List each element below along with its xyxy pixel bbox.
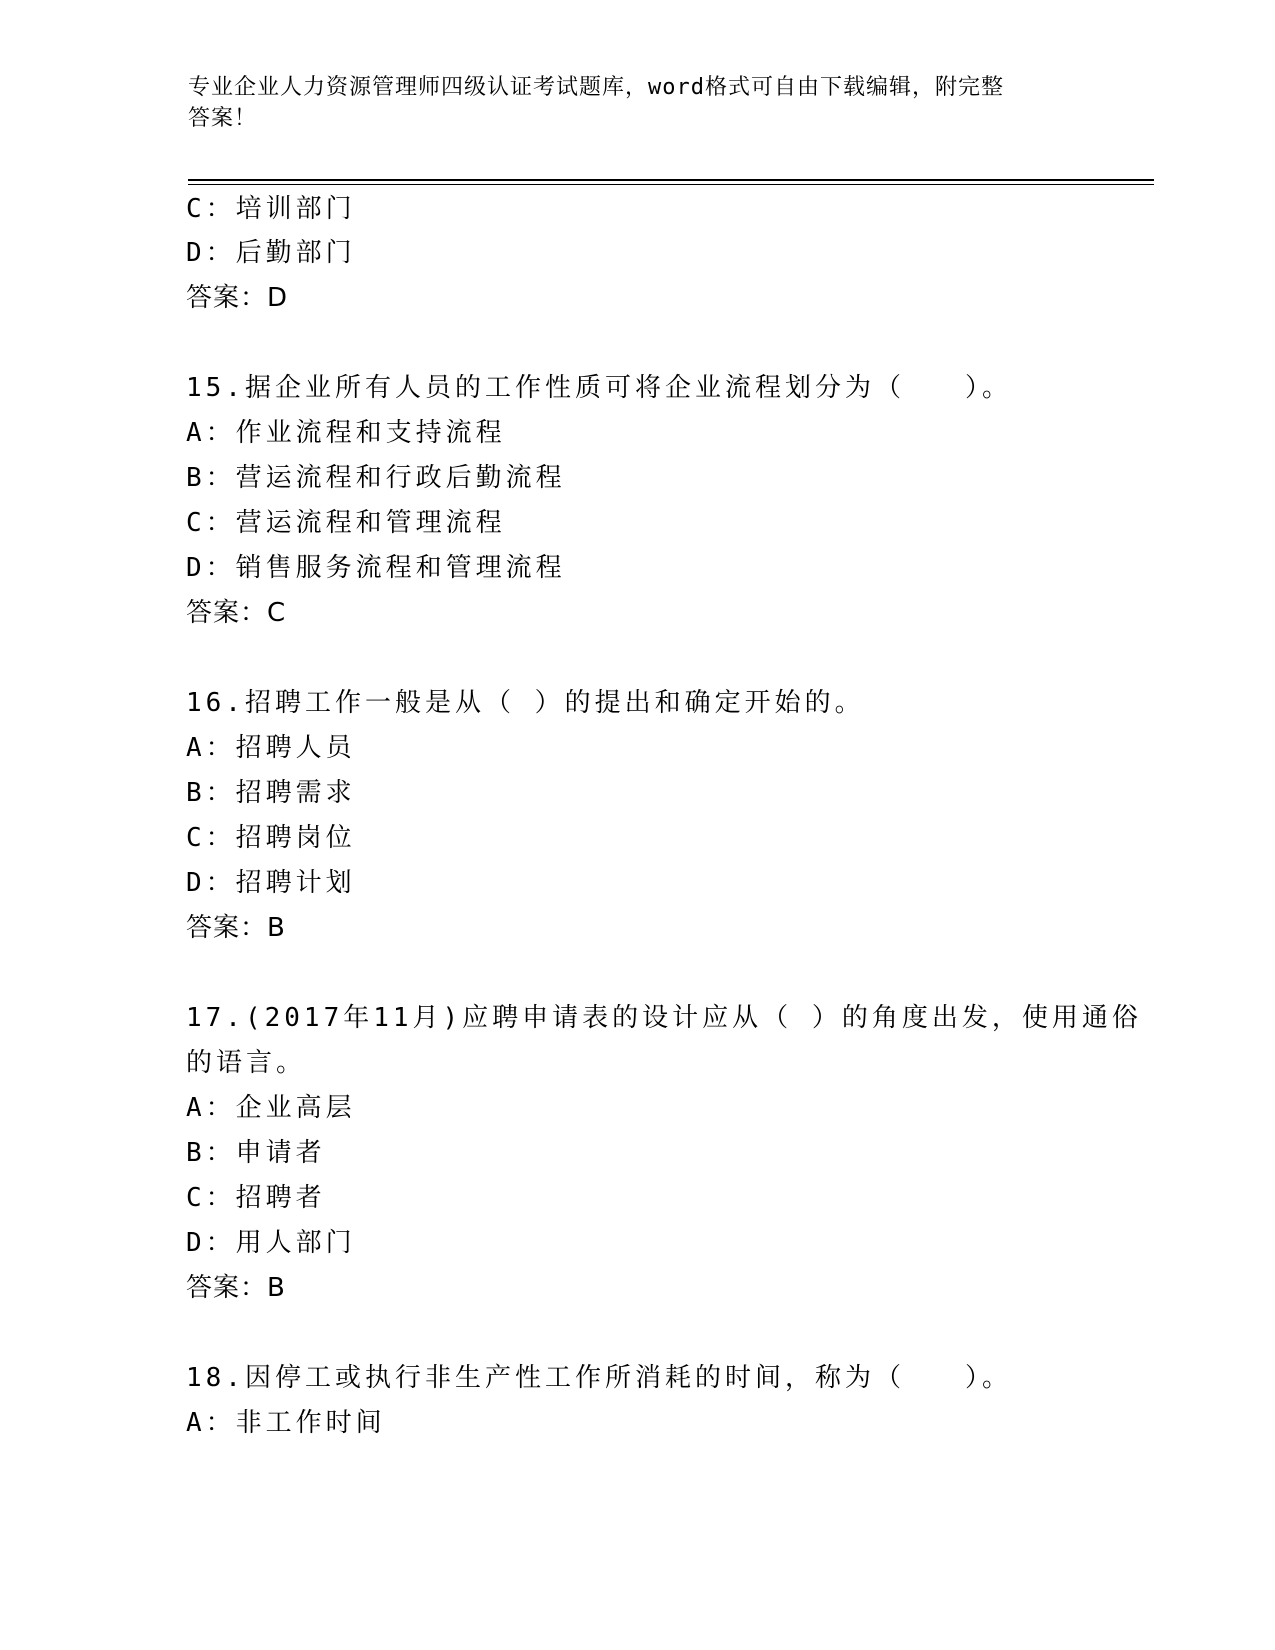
- document-header: [188, 72, 1088, 134]
- q16-option-b: B：招聘需求: [186, 778, 356, 808]
- header-rule-thin: [188, 184, 1154, 185]
- q15-option-d: D：销售服务流程和管理流程: [186, 553, 566, 583]
- q17-option-b: B：申请者: [186, 1138, 326, 1168]
- q16-stem: 16.招聘工作一般是从（ ）的提出和确定开始的。: [186, 688, 865, 718]
- q18-option-a: A：非工作时间: [186, 1408, 386, 1438]
- q14-option-c: C：培训部门: [186, 194, 356, 224]
- q16-option-d: D：招聘计划: [186, 868, 356, 898]
- q15-option-b: B：营运流程和行政后勤流程: [186, 463, 566, 493]
- q14-option-d: D：后勤部门: [186, 238, 356, 268]
- q15-option-a: A：作业流程和支持流程: [186, 418, 506, 448]
- q17-answer: 答案：B: [186, 1273, 286, 1303]
- header-line-1: 专业企业人力资源管理师四级认证考试题库，word格式可自由下载编辑，附完整: [188, 75, 1004, 100]
- q16-option-c: C：招聘岗位: [186, 823, 356, 853]
- q14-answer: 答案：D: [186, 283, 289, 313]
- q18-stem: 18.因停工或执行非生产性工作所消耗的时间，称为（ ）。: [186, 1363, 1012, 1393]
- q17-option-c: C：招聘者: [186, 1183, 326, 1213]
- q17-stem-line-2: 的语言。: [186, 1048, 307, 1078]
- q15-answer: 答案：C: [186, 598, 287, 628]
- header-line-2: 答案！: [188, 106, 258, 131]
- q17-option-d: D：用人部门: [186, 1228, 356, 1258]
- q16-option-a: A：招聘人员: [186, 733, 356, 763]
- q16-answer: 答案：B: [186, 913, 286, 943]
- header-rule-thick: [188, 179, 1154, 181]
- q17-option-a: A：企业高层: [186, 1093, 356, 1123]
- q15-stem: 15.据企业所有人员的工作性质可将企业流程划分为（ ）。: [186, 373, 1012, 403]
- q15-option-c: C：营运流程和管理流程: [186, 508, 506, 538]
- q17-stem-line-1: 17.(2017年11月)应聘申请表的设计应从（ ）的角度出发，使用通俗: [186, 1003, 1142, 1033]
